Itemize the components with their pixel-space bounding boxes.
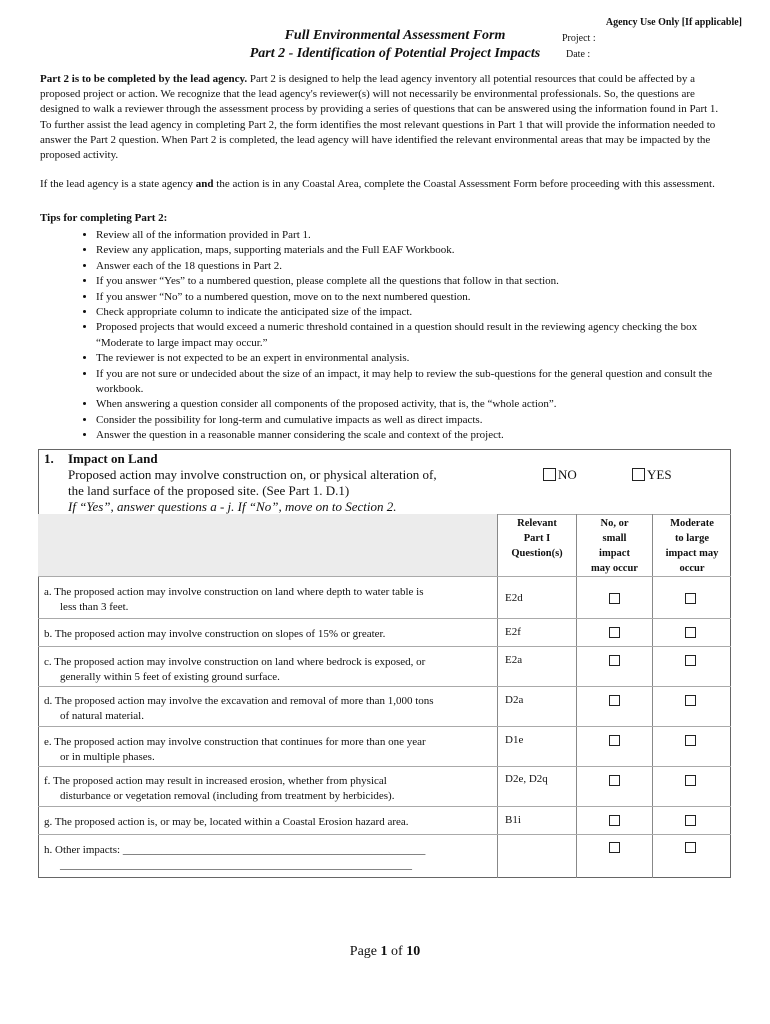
form-title: Full Environmental Assessment Form bbox=[284, 28, 506, 43]
of-word: of bbox=[387, 944, 407, 959]
question-line: g. The proposed action is, or may be, located within a Coastal Erosion hazard area. bbox=[44, 816, 409, 828]
part1-reference: E2f bbox=[505, 626, 521, 638]
header-line: Relevant bbox=[517, 518, 557, 529]
intro-text: Part 2 is designed to help the lead agency inventory all potential resources that could be affected by a proposed project or action. We recognize that the lead agency's reviewer(s) will not necessarily be environmental professionals. So, the questions are designed to walk a reviewer through the assessment process by providing a series of questions that can be answered using the information found in Part 1. To further assist the lead agency in completing Part 2, the form identifies the most relevant questions in Part 1 that will provide the information needed to answer the Part 2 question. When Part 2 is completed, the lead agency will have identified the relevant environmental areas that may be impacted by the proposed activity. bbox=[40, 73, 719, 162]
question-text bbox=[44, 774, 484, 804]
header-line: impact may bbox=[665, 548, 719, 559]
question-line: h. Other impacts: _______________________________________________________ bbox=[44, 844, 426, 856]
tip-item: • The reviewer is not expected to be an expert in environmental analysis. bbox=[96, 351, 730, 366]
tip-item: • If you answer “No” to a numbered question, move on to the next numbered question. bbox=[96, 290, 730, 305]
section-1-heading bbox=[44, 451, 158, 467]
table-header-shade bbox=[38, 514, 497, 577]
small-impact-checkbox[interactable] bbox=[609, 695, 620, 706]
yes-label: YES bbox=[647, 467, 672, 482]
header-line: Part I bbox=[523, 533, 551, 544]
small-impact-checkbox[interactable] bbox=[609, 815, 620, 826]
header-line: impact bbox=[599, 548, 630, 559]
part1-reference: D1e bbox=[505, 734, 524, 746]
header-line: No, or bbox=[600, 518, 629, 529]
header-line: small bbox=[602, 533, 627, 544]
question-line: of natural material. bbox=[60, 710, 144, 722]
small-impact-checkbox[interactable] bbox=[609, 593, 620, 604]
question-line: f. The proposed action may result in increased erosion, whether from physical bbox=[44, 775, 387, 787]
yes-checkbox[interactable] bbox=[632, 467, 672, 483]
moderate-impact-checkbox[interactable] bbox=[685, 775, 696, 786]
checkbox-square-icon[interactable] bbox=[632, 468, 645, 481]
question-line: generally within 5 feet of existing ground surface. bbox=[60, 671, 280, 683]
moderate-impact-checkbox[interactable] bbox=[685, 695, 696, 706]
row-rule bbox=[38, 646, 731, 647]
tip-item: • If you answer “Yes” to a numbered question, please complete all the questions that follow in that section. bbox=[96, 274, 730, 289]
tips-list bbox=[40, 228, 730, 444]
checkbox-square-icon[interactable] bbox=[543, 468, 556, 481]
tip-item: • Review all of the information provided in Part 1. bbox=[96, 228, 730, 243]
tips-heading: Tips for completing Part 2: bbox=[40, 212, 168, 224]
question-text bbox=[44, 843, 484, 873]
tip-item: • Consider the possibility for long-term and cumulative impacts as well as direct impacts. bbox=[96, 413, 730, 428]
col-small-header bbox=[577, 516, 652, 576]
section-1-line-2: the land surface of the proposed site. (See Part 1. D.1) bbox=[68, 483, 350, 498]
question-line: c. The proposed action may involve construction on land where bedrock is exposed, or bbox=[44, 656, 426, 668]
tip-item: • When answering a question consider all components of the proposed activity, that is, the “whole action”. bbox=[96, 397, 730, 412]
question-text bbox=[44, 694, 484, 724]
coastal-paragraph bbox=[40, 177, 728, 192]
small-impact-checkbox[interactable] bbox=[609, 775, 620, 786]
question-line: or in multiple phases. bbox=[60, 751, 155, 763]
question-line: disturbance or vegetation removal (including from treatment by herbicides). bbox=[60, 790, 395, 802]
col-moderate-header bbox=[653, 516, 731, 576]
moderate-impact-checkbox[interactable] bbox=[685, 627, 696, 638]
form-subtitle: Part 2 - Identification of Potential Project Impacts bbox=[249, 46, 541, 61]
row-rule bbox=[38, 618, 731, 619]
header-line: to large bbox=[674, 533, 710, 544]
section-name: Impact on Land bbox=[68, 451, 158, 466]
tip-item: • Proposed projects that would exceed a numeric threshold contained in a question should result in the reviewing agency checking the box “Moderate to large impact may occur.” bbox=[96, 320, 730, 351]
moderate-impact-checkbox[interactable] bbox=[685, 655, 696, 666]
header-line: Question(s) bbox=[511, 548, 563, 559]
small-impact-checkbox[interactable] bbox=[609, 842, 620, 853]
section-1-line-1: Proposed action may involve construction on, or physical alteration of, bbox=[68, 467, 437, 482]
question-text bbox=[44, 655, 484, 685]
date-label: Date : bbox=[566, 49, 591, 60]
question-text bbox=[44, 735, 484, 765]
part1-reference: D2e, D2q bbox=[505, 773, 548, 785]
tip-item: • Review any application, maps, supporting materials and the Full EAF Workbook. bbox=[96, 243, 730, 258]
header-line: Moderate bbox=[670, 518, 714, 529]
moderate-impact-checkbox[interactable] bbox=[685, 735, 696, 746]
part1-reference: E2a bbox=[505, 654, 523, 666]
part1-reference: E2d bbox=[505, 592, 523, 604]
header-line: may occur bbox=[591, 563, 638, 574]
question-text bbox=[44, 585, 484, 615]
tip-item: • Answer the question in a reasonable manner considering the scale and context of the project. bbox=[96, 428, 730, 443]
question-line: d. The proposed action may involve the excavation and removal of more than 1,000 tons bbox=[44, 695, 434, 707]
tip-item: • If you are not sure or undecided about the size of an impact, it may help to review the sub-questions for the general question and consult the workbook. bbox=[96, 367, 730, 398]
row-rule bbox=[38, 726, 731, 727]
col-divider bbox=[497, 514, 498, 878]
coastal-and: and bbox=[195, 178, 214, 190]
question-line: less than 3 feet. bbox=[60, 601, 129, 613]
tip-item: • Check appropriate column to indicate the anticipated size of the impact. bbox=[96, 305, 730, 320]
moderate-impact-checkbox[interactable] bbox=[685, 815, 696, 826]
intro-bold: Part 2 is to be completed by the lead agency. bbox=[40, 73, 248, 85]
coastal-text-b: the action is in any Coastal Area, complete the Coastal Assessment Form before proceeding with this assessment. bbox=[213, 178, 715, 190]
question-line: e. The proposed action may involve construction that continues for more than one year bbox=[44, 736, 426, 748]
row-rule bbox=[38, 686, 731, 687]
no-checkbox[interactable] bbox=[543, 467, 577, 483]
no-label: NO bbox=[558, 467, 577, 482]
col-relevant-header bbox=[498, 516, 576, 561]
small-impact-checkbox[interactable] bbox=[609, 655, 620, 666]
section-1-instruction: If “Yes”, answer questions a - j. If “No”, move on to Section 2. bbox=[68, 499, 397, 514]
row-rule bbox=[38, 576, 731, 577]
part1-reference: D2a bbox=[505, 694, 524, 706]
moderate-impact-checkbox[interactable] bbox=[685, 842, 696, 853]
page-word: Page bbox=[349, 944, 381, 959]
small-impact-checkbox[interactable] bbox=[609, 735, 620, 746]
small-impact-checkbox[interactable] bbox=[609, 627, 620, 638]
project-label: Project : bbox=[562, 33, 596, 44]
question-text bbox=[44, 815, 484, 830]
row-rule bbox=[38, 834, 731, 835]
question-line: a. The proposed action may involve construction on land where depth to water table is bbox=[44, 586, 424, 598]
moderate-impact-checkbox[interactable] bbox=[685, 593, 696, 604]
page-total: 10 bbox=[406, 944, 421, 959]
question-line: b. The proposed action may involve construction on slopes of 15% or greater. bbox=[44, 628, 386, 640]
question-text bbox=[44, 627, 484, 642]
coastal-text-a: If the lead agency is a state agency bbox=[40, 178, 196, 190]
row-rule bbox=[38, 766, 731, 767]
section-number: 1. bbox=[44, 451, 54, 466]
header-line: occur bbox=[679, 563, 705, 574]
intro-paragraph bbox=[40, 72, 728, 163]
row-rule bbox=[38, 806, 731, 807]
page-number: 1 bbox=[380, 944, 388, 959]
part1-reference: B1i bbox=[505, 814, 521, 826]
other-impacts-field[interactable]: ________________________________________________________________ bbox=[60, 859, 412, 871]
tip-item: • Answer each of the 18 questions in Part 2. bbox=[96, 259, 730, 274]
page-footer bbox=[0, 944, 770, 960]
agency-use-label: Agency Use Only [If applicable] bbox=[605, 17, 742, 28]
